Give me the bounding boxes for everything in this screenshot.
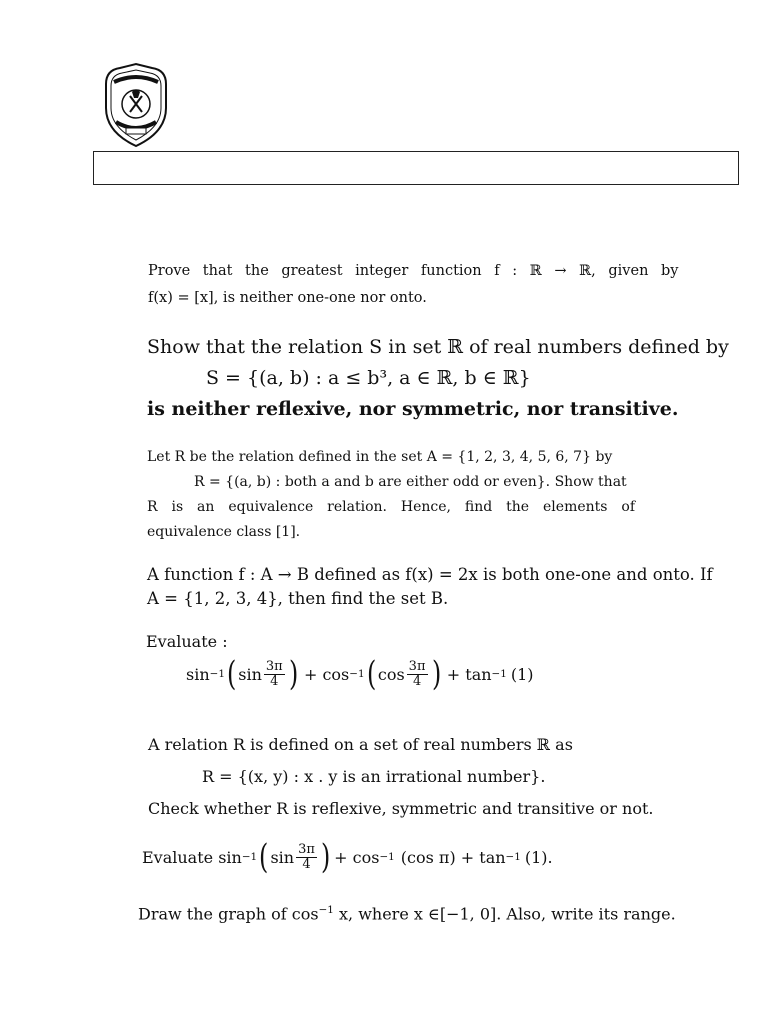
q1-line-2: f(x) = [x], is neither one-one nor onto. <box>148 290 427 306</box>
q5-sup-3: −1 <box>491 668 507 680</box>
question-6 <box>148 729 653 825</box>
q3-line-1: Let R be the relation defined in the set A = {1, 2, 3, 4, 5, 6, 7} by <box>147 449 613 465</box>
q5-inner-sin: sin <box>238 664 262 684</box>
q5-sin: sin <box>186 664 210 684</box>
q5-paren-close: ) <box>288 654 298 694</box>
q5-fraction-1 <box>264 660 285 689</box>
q3-line-4: equivalence class [1]. <box>147 524 301 540</box>
question-7 <box>142 837 553 877</box>
q8-sup: −1 <box>318 904 334 916</box>
q6-line-1: A relation R is defined on a set of real numbers ℝ as <box>148 735 573 754</box>
q7-cos-pi-tan: (cos π) + tan <box>400 847 506 867</box>
q8-text-2: x, where x ∈[−1, 0]. Also, write its range. <box>333 904 676 924</box>
q2-line-2: S = {(a, b) : a ≤ b³, a ∈ ℝ, b ∈ ℝ} <box>206 367 531 389</box>
q3-line-2: R = {(a, b) : both a and b are either odd or even}. Show that <box>194 474 627 490</box>
q5-expression <box>146 654 534 694</box>
q7-evaluate-sin: Evaluate sin <box>142 847 242 867</box>
q7-plus-cos: + cos <box>334 847 380 867</box>
q5-inner-cos: cos <box>377 664 405 684</box>
question-5 <box>146 632 534 694</box>
question-1 <box>148 258 679 312</box>
q2-line-1: Show that the relation S in set ℝ of real numbers defined by <box>147 336 729 358</box>
q7-num: 3π <box>298 841 315 857</box>
q1-line-1: Prove that the greatest integer function f : ℝ → ℝ, given by <box>148 263 679 279</box>
q4-line-1: A function f : A → B defined as f(x) = 2x is both one-one and onto. If <box>147 565 713 584</box>
q7-expression <box>142 837 553 877</box>
q7-fraction <box>296 843 317 872</box>
q7-paren-open: ( <box>259 837 269 877</box>
q7-sup-1: −1 <box>241 851 258 863</box>
q5-paren-open-2: ( <box>366 654 376 694</box>
q6-line-3: Check whether R is reflexive, symmetric and transitive or not. <box>148 799 654 818</box>
q5-sup-1: −1 <box>209 668 225 680</box>
q4-line-2: A = {1, 2, 3, 4}, then find the set B. <box>147 589 449 608</box>
q7-inner-sin: sin <box>270 847 295 867</box>
header-box <box>93 151 739 185</box>
q7-sup-3: −1 <box>505 851 521 863</box>
question-3 <box>147 445 635 545</box>
q7-paren-close: ) <box>320 837 331 877</box>
school-crest-logo <box>100 62 172 148</box>
q5-num-1: 3π <box>265 658 283 674</box>
q3-line-3: R is an equivalence relation. Hence, find the elements of <box>147 499 635 515</box>
q2-line-3: is neither reflexive, nor symmetric, nor transitive. <box>147 398 679 420</box>
question-8 <box>138 904 676 923</box>
q7-one: (1). <box>524 847 553 867</box>
q7-sup-2: −1 <box>379 851 395 863</box>
q5-num-2: 3π <box>408 658 426 674</box>
q7-den: 4 <box>302 856 311 872</box>
q5-den-2: 4 <box>412 673 422 689</box>
q5-paren-close-2: ) <box>431 654 441 694</box>
q5-one: (1) <box>510 664 534 684</box>
question-4 <box>147 563 713 611</box>
question-2 <box>147 332 729 425</box>
q8-text-1: Draw the graph of cos <box>138 904 319 924</box>
q6-line-2: R = {(x, y) : x . y is an irrational number}. <box>202 767 546 786</box>
q5-plus-tan: + tan <box>446 664 492 684</box>
q5-den-1: 4 <box>270 673 279 689</box>
q5-label: Evaluate : <box>146 632 228 651</box>
q5-plus-cos: + cos <box>303 664 350 684</box>
q5-fraction-2 <box>407 660 428 689</box>
q5-paren-open: ( <box>226 654 237 694</box>
q5-sup-2: −1 <box>349 668 365 680</box>
